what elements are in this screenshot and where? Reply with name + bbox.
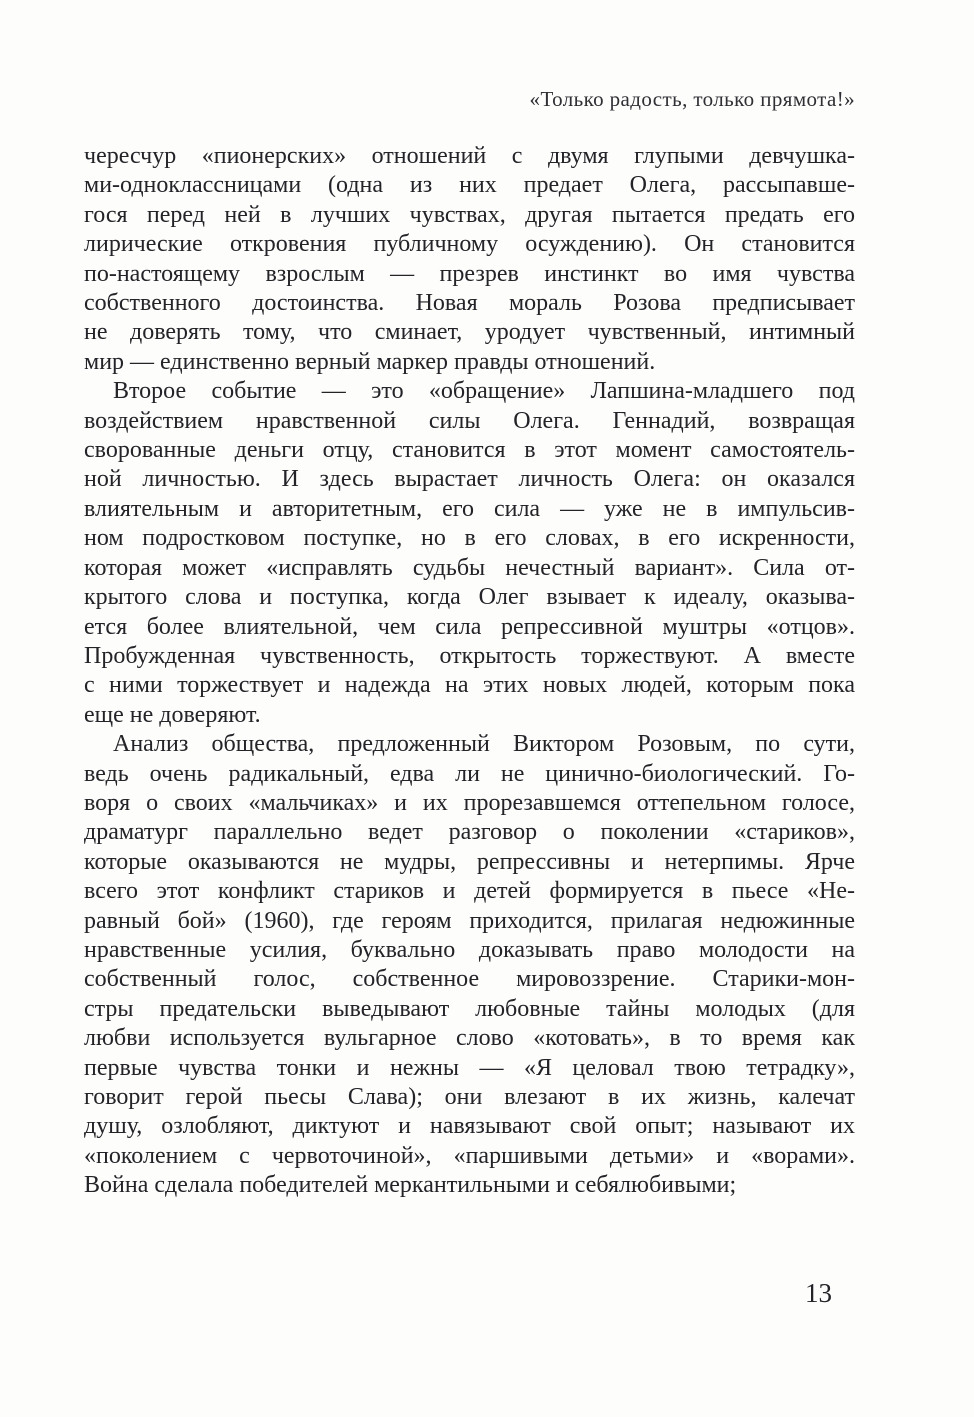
text-line: крытого слова и поступка, когда Олег взывает к идеалу, оказыва- xyxy=(84,584,855,611)
text-line: гося перед ней в лучших чувствах, другая пытается предать его xyxy=(84,201,855,228)
text-line: Второе событие — это «обращение» Лапшина-младшего под xyxy=(113,378,855,405)
text-line: Анализ общества, предложенный Виктором Розовым, по сути, xyxy=(113,731,855,758)
paragraph xyxy=(84,730,855,1201)
text-line: которая может «исправлять судьбы нечестный вариант». Сила от- xyxy=(84,554,855,581)
text-line: «поколением с червоточиной», «паршивыми детьми» и «ворами». xyxy=(84,1142,855,1169)
text-line: всего этот конфликт стариков и детей формируется в пьесе «Не- xyxy=(84,878,855,905)
text-line: ной личностью. И здесь вырастает личность Олега: он оказался xyxy=(84,466,855,493)
text-line: стры предательски выведывают любовные тайны молодых (для xyxy=(84,995,855,1022)
text-line: воря о своих «мальчиках» и их прорезавшемся оттепельном голосе, xyxy=(84,789,855,816)
text-line: драматург параллельно ведет разговор о поколении «стариков», xyxy=(84,819,855,846)
text-line: первые чувства тонки и нежны — «Я целовал твою тетрадку», xyxy=(84,1054,855,1081)
text-line: ется более влиятельной, чем сила репрессивной муштры «отцов». xyxy=(84,613,855,640)
text-line: воздействием нравственной силы Олега. Геннадий, возвращая xyxy=(84,407,855,434)
text-line: ном подростковом поступке, но в его словах, в его искренности, xyxy=(84,525,855,552)
body-text xyxy=(84,142,855,1201)
text-line: еще не доверяют. xyxy=(84,701,261,728)
text-line: собственного достоинства. Новая мораль Розова предписывает xyxy=(84,290,855,317)
text-line: ми-одноклассницами (одна из них предает Олега, рассыпавше- xyxy=(84,172,855,199)
text-line: говорит герой пьесы Слава); они влезают в их жизнь, калечат xyxy=(84,1084,855,1110)
text-line: мир — единственно верный маркер правды отношений. xyxy=(84,348,656,375)
text-line: Война сделала победителей меркантильными и себялюбивыми; xyxy=(84,1172,737,1199)
text-line: Пробужденная чувственность, открытость торжествуют. А вместе xyxy=(84,642,855,669)
text-line: с ними торжествует и надежда на этих новых людей, которым пока xyxy=(84,672,855,699)
text-line: чересчур «пионерских» отношений с двумя глупыми девчушка- xyxy=(84,143,855,169)
page-number: 13 xyxy=(805,1278,832,1308)
text-line: влиятельным и авторитетным, его сила — уже не в импульсив- xyxy=(84,495,855,522)
text-line: которые оказываются не мудры, репрессивны и нетерпимы. Ярче xyxy=(84,848,855,875)
running-header: «Только радость, только прямота!» xyxy=(529,87,855,111)
text-line: не доверять тому, что сминает, уродует чувственный, интимный xyxy=(84,319,855,346)
text-line: лирические откровения публичному осуждению). Он становится xyxy=(84,231,855,258)
text-line: любви используется вульгарное слово «котовать», в то время как xyxy=(84,1025,855,1052)
text-line: сворованные деньги отцу, становится в этот момент самостоятель- xyxy=(84,437,855,464)
text-line: собственный голос, собственное мировоззрение. Старики-мон- xyxy=(84,966,855,993)
paragraph xyxy=(84,142,855,377)
text-line: ведь очень радикальный, едва ли не цинично-биологический. Го- xyxy=(84,760,855,787)
text-line: душу, озлобляют, диктуют и навязывают свой опыт; называют их xyxy=(84,1113,855,1140)
paragraph xyxy=(84,377,855,730)
text-line: равный бой» (1960), где героям приходится, прилагая недюжинные xyxy=(84,907,855,934)
text-line: нравственные усилия, буквально доказывать право молодости на xyxy=(84,936,855,963)
text-line: по-настоящему взрослым — презрев инстинкт во имя чувства xyxy=(84,260,855,287)
